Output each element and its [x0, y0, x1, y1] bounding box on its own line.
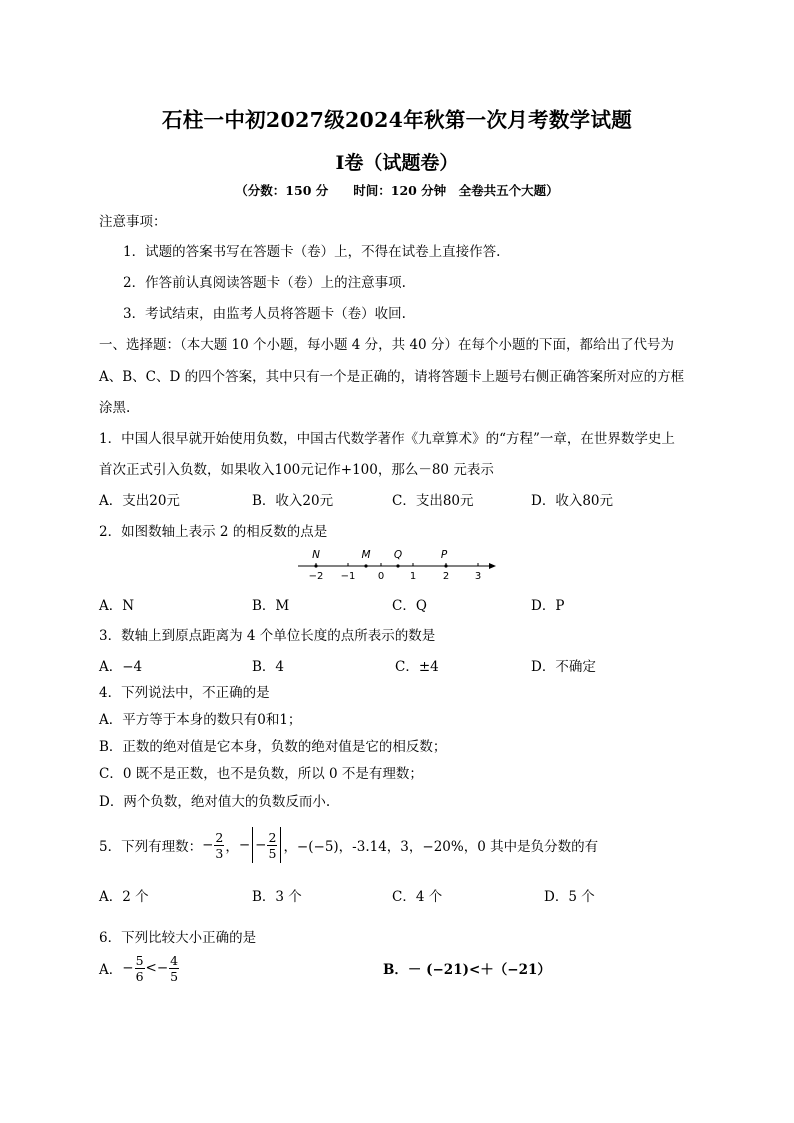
- q5-fraction-1-numerator: 2: [215, 829, 224, 845]
- tick-label: −2: [308, 571, 324, 582]
- q5-option-c: C．4 个: [392, 889, 443, 905]
- tick-label: 3: [474, 571, 482, 582]
- abs-bar-right: [280, 827, 281, 863]
- tick-label: 1: [409, 571, 417, 582]
- point-label-n: N: [312, 549, 320, 561]
- q5-neg-sign-2: −: [238, 837, 251, 853]
- q6-fraction-2-numerator: 4: [170, 952, 179, 968]
- page-subtitle: Ⅰ卷（试题卷）: [335, 152, 459, 174]
- point-p-dot: [444, 564, 447, 567]
- q4-option-a: A．平方等于本身的数只有0和1；: [99, 712, 302, 728]
- q5-stem: [99, 825, 598, 865]
- q5-option-a: A．2 个: [99, 889, 149, 905]
- q4-option-c: C．0 既不是正数，也不是负数，所以 0 不是有理数；: [99, 766, 423, 782]
- q5-fraction-1: [214, 830, 224, 861]
- point-label-p: P: [440, 549, 448, 561]
- notice-heading: 注意事项：: [99, 214, 167, 230]
- tick-label: 2: [442, 571, 450, 582]
- q6-fraction-1-denominator: 6: [135, 968, 144, 984]
- point-q-dot: [396, 564, 399, 567]
- q5-absolute-value: [250, 827, 283, 863]
- q3-option-c: C．±4: [395, 659, 439, 675]
- number-line-figure: [294, 546, 500, 582]
- q3-stem: 3．数轴上到原点距离为 4 个单位长度的点所表示的数是: [99, 628, 436, 644]
- point-n-dot: [314, 564, 317, 567]
- q5-separator: ，: [225, 839, 239, 855]
- q5-fraction-2-denominator: 5: [268, 845, 277, 861]
- exam-info: （分数：150 分 时间：120 分钟 全卷共五个大题）: [235, 183, 559, 198]
- q5-fraction-2-numerator: 2: [268, 829, 277, 845]
- q5-prefix: 5．下列有理数：: [99, 839, 203, 855]
- q3-option-b: B．4: [252, 659, 285, 675]
- q6-option-a: [99, 948, 180, 988]
- q1-option-a: A．支出20元: [99, 493, 180, 509]
- notice-item-3: 3．考试结束，由监考人员将答题卡（卷）收回.: [123, 306, 406, 322]
- q4-option-d: D．两个负数，绝对值大的负数反而小.: [99, 794, 331, 810]
- q5-option-d: D．5 个: [544, 889, 595, 905]
- section-instructions-line-3: 涂黑.: [99, 400, 131, 416]
- point-m-dot: [364, 564, 367, 567]
- tick-label: −1: [340, 571, 356, 582]
- q6-neg-sign-1: −: [122, 960, 134, 976]
- point-label-q: Q: [393, 549, 403, 561]
- q6-fraction-1: [135, 953, 145, 984]
- abs-bar-left: [252, 827, 253, 863]
- q5-neg-sign-1: −: [202, 837, 214, 853]
- q5-neg-sign-3: −: [255, 837, 267, 853]
- q1-option-b: B．收入20元: [252, 493, 334, 509]
- q6-less-than: <: [145, 960, 157, 976]
- q6-fraction-2: [169, 953, 179, 984]
- q6-fraction-2-denominator: 5: [170, 968, 179, 984]
- q4-stem: 4．下列说法中，不正确的是: [99, 685, 270, 701]
- q5-fraction-1-denominator: 3: [215, 845, 224, 861]
- q5-fraction-2: [267, 830, 277, 861]
- number-line-arrow: [489, 563, 496, 569]
- q1-option-c: C．支出80元: [392, 493, 474, 509]
- q4-option-b: B．正数的绝对值是它本身，负数的绝对值是它的相反数；: [99, 739, 447, 755]
- section-instructions-line-1: 一、选择题：（本大题 10 个小题，每小题 4 分，共 40 分）在每个小题的下面，都给出了代号为: [99, 337, 674, 353]
- q1-stem-line-2: 首次正式引入负数，如果收入100元记作+100，那么－80 元表示: [99, 462, 494, 478]
- q2-option-c: C．Q: [392, 598, 427, 614]
- page-title: 石柱一中初2027级2024年秋第一次月考数学试题: [161, 108, 633, 132]
- q2-option-b: B．M: [252, 598, 290, 614]
- q6-neg-sign-2: −: [156, 960, 169, 976]
- q6-stem: 6．下列比较大小正确的是: [99, 930, 257, 946]
- q6-option-b: B．－ (−21)<＋（−21）: [383, 962, 551, 978]
- notice-item-1: 1．试题的答案书写在答题卡（卷）上，不得在试卷上直接作答.: [123, 244, 501, 260]
- q1-stem-line-1: 1．中国人很早就开始使用负数，中国古代数学著作《九章算术》的“方程”一章，在世界数学史上: [99, 431, 675, 447]
- tick-label: 0: [377, 571, 385, 582]
- q6-option-a-label: A．: [99, 962, 123, 978]
- q2-option-d: D．P: [531, 598, 565, 614]
- q5-tail: ，−(−5)，-3.14，3，−20%，0 其中是负分数的有: [283, 839, 599, 855]
- q5-option-b: B．3 个: [252, 889, 302, 905]
- q2-stem: 2．如图数轴上表示 2 的相反数的点是: [99, 524, 328, 540]
- q2-option-a: A．N: [99, 598, 135, 614]
- point-label-m: M: [361, 549, 371, 561]
- q3-option-a: A．−4: [99, 659, 143, 675]
- q6-fraction-1-numerator: 5: [135, 952, 144, 968]
- q1-option-d: D．收入80元: [531, 493, 614, 509]
- q3-option-d: D．不确定: [531, 659, 596, 675]
- section-instructions-line-2: A、B、C、D 的四个答案，其中只有一个是正确的，请将答题卡上题号右侧正确答案所对应的方框: [99, 369, 685, 385]
- notice-item-2: 2．作答前认真阅读答题卡（卷）上的注意事项.: [123, 275, 406, 291]
